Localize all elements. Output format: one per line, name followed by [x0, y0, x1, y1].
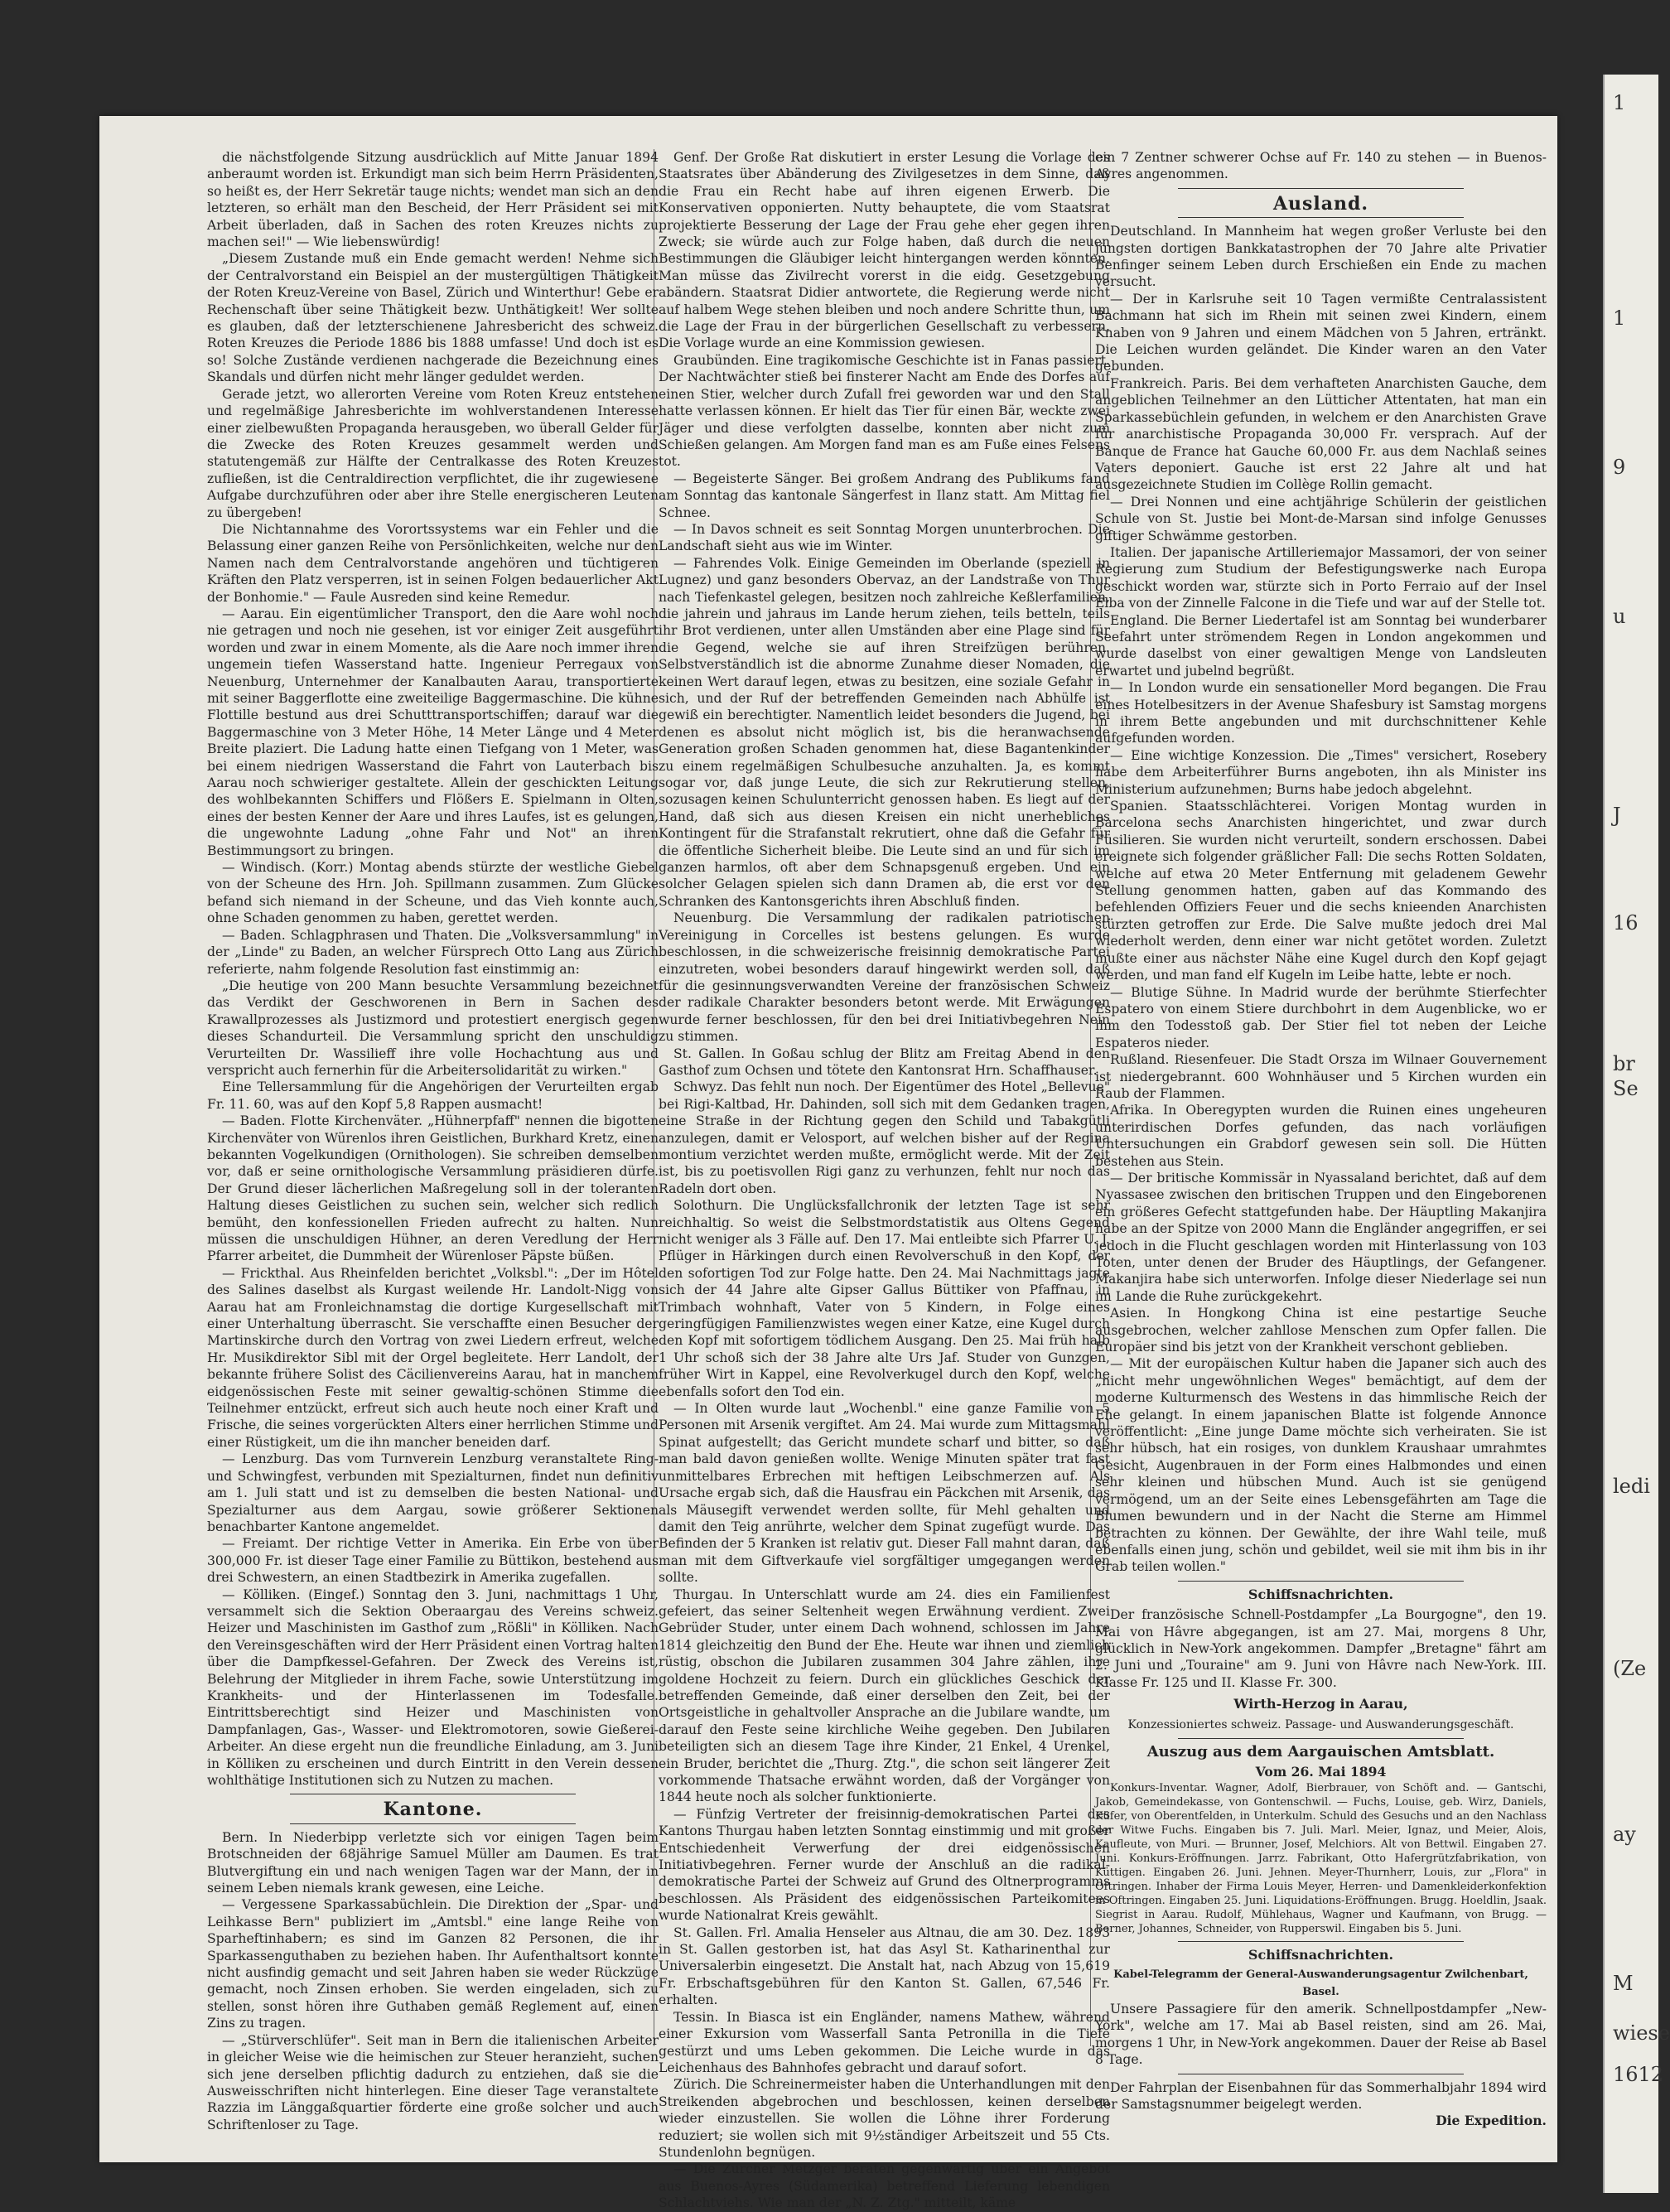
- article-paragraph: Thurgau. In Unterschlatt wurde am 24. dies ein Familienfest gefeiert, das seiner Seltenheit wegen Erwähnung verdient. Zwei Gebrüder Studer, unter einem Dach wohnend, schlossen im Jahre 1814 gleichzeitig den Bund der Ehe. Heute war ihnen und ziemlich rüstig, obschon die Jubilaren zusammen 304 Jahre zählen, ihre goldene Hochzeit zu feiern. Durch ein glückliches Geschick der betreffenden Gemeinde, daß einer derselben den Zeit, bei der Ortsgeistliche in gehaltvoller Ansprache an die Jubilare wandte, um darauf den Feste seine kirchliche Weihe gegeben. Den Jubilaren beteiligten sich an diesem Tage ihre Kinder, 21 Enkel, 4 Urenkel, ein Bruder, berichtet die „Thurg. Ztg.", die schon seit längerer Zeit vorkommende Thatsache erwähnt worden, daß der Vorgänger von 1844 heute noch als solcher funktionierte.: [659, 1587, 1110, 1805]
- heading-kabel: Schiffsnachrichten.: [1248, 1946, 1394, 1963]
- expedition-signature: Die Expedition.: [1436, 2113, 1547, 2129]
- strip-text: wiese: [1613, 2021, 1670, 2045]
- section-divider: [1178, 1738, 1464, 1739]
- strip-text: 1: [1613, 91, 1626, 114]
- article-paragraph: ein 7 Zentner schwerer Ochse auf Fr. 140 zu stehen — in Buenos-Ayres angenommen.: [1095, 150, 1547, 182]
- article-paragraph: Gerade jetzt, wo allerorten Vereine vom Roten Kreuz entstehen und regelmäßige Jahresberichte im wohlverstandenen Interesse einer zielbewußten Propaganda herausgeben, wo überall Gelder für die Zwecke des Roten Kreuzes gesammelt werden und statutengemäß zur Hälfte der Centralkasse des Roten Kreuzes zufließen, ist die Centraldirection verpflichtet, die ihr zugewiesene Aufgabe durchzuführen oder aber ihre Stelle energischeren Leuten zu übergeben!: [207, 386, 659, 520]
- section-divider: [1178, 217, 1464, 218]
- strip-text: J: [1613, 804, 1621, 827]
- column-2: [659, 149, 1110, 2211]
- article-paragraph: — „Stürverschlüfer". Seit man in Bern die italienischen Arbeiter in gleicher Weise wie die heimischen zur Steuer heranzieht, suchen sich jene derselben pflichtig dadurch zu entziehen, daß sie die Ausweisschriften nicht hinterlegen. Eine dieser Tage veranstaltete Razzia im Länggaßquartier förderte eine große solcher und auch Schriftenloser zu Tage.: [207, 2032, 659, 2132]
- article-paragraph: — Fahrendes Volk. Einige Gemeinden im Oberlande (speziell in Lugnez) und ganz besonders Obervaz, an der Landstraße von Thur nach Tiefenkastel gelegen, besitzen noch zahlreiche Keßlerfamilien, die jahrein und jahraus im Lande herum ziehen, teils betteln, teils ihr Brot verdienen, unter allen Umständen aber eine Plage sind für die Gegend, welche sie auf ihren Streifzügen berühren. Selbstverständlich ist die abnorme Zunahme dieser Nomaden, die keinen Wert darauf legen, etwas zu besitzen, eine soziale Gefahr in sich, und der Ruf der betreffenden Gemeinden nach Abhülfe ist gewiß ein berechtigter. Namentlich leidet besonders die Jugend, bei denen es absolut nicht möglich ist, bis die heranwachsende Generation großen Schaden genommen hat, diese Bagantenkinder zu einem regelmäßigen Schulbesuche anzuhalten. Ja, es kommt sogar vor, daß junge Leute, die sich zur Rekrutierung stellen, sozusagen keinen Schulunterricht genossen haben. Es liegt auf der Hand, daß sich aus diesen Kreisen ein nicht unerhebliches Kontingent für die Strafanstalt rekrutiert, ohne daß die Gefahr für die öffentliche Sicherheit bleibe. Die Leute sind an und für sich im ganzen harmlos, oft aber dem Schnapsgenuß ergeben. Und ein solcher Gelagen spielen sich dann Dramen ab, die erst vor den Schranken des Kantonsgerichts ihren Abschluß finden.: [659, 555, 1110, 909]
- section-heading-kantone: Kantone.: [383, 1799, 483, 1821]
- agent-name: Wirth-Herzog in Aarau,: [1233, 1696, 1408, 1712]
- article-paragraph: — Eine wichtige Konzession. Die „Times" versichert, Rosebery habe dem Arbeiterführer Burns angeboten, ihn als Minister ins Ministerium aufzunehmen; Burns habe jedoch abgelehnt.: [1095, 747, 1547, 797]
- amtsblatt-date: Vom 26. Mai 1894: [1255, 1764, 1387, 1780]
- section-divider: [1178, 188, 1464, 189]
- article-paragraph: Italien. Der japanische Artilleriemajor Massamori, der von seiner Regierung zum Studium der Befestigungswerke nach Europa geschickt worden war, stürzte sich in Porto Ferraio auf der Insel Elba von der Zinnelle Falcone in die Tiefe und war auf der Stelle tot.: [1095, 544, 1547, 611]
- fahrplan-notice: Der Fahrplan der Eisenbahnen für das Sommerhalbjahr 1894 wird der Samstagsnummer beigelegt werden.: [1095, 2079, 1547, 2113]
- article-paragraph: — Freiamt. Der richtige Vetter in Amerika. Ein Erbe von über 300,000 Fr. ist dieser Tage einer Familie zu Büttikon, bestehend aus drei Schwestern, an einen Stadtbezirk in Amerika zugefallen.: [207, 1536, 659, 1586]
- article-paragraph: — Baden. Flotte Kirchenväter. „Hühnerpfaff" nennen die bigotten Kirchenväter von Würenlos ihren Geistlichen, Burkhard Kretz, einen bekannten Vogelkundigen (Ornithologen). Sie schreiben demselben vor, daß er seine ornithologische Versammlung präsidieren dürfe. Der Grund dieser lächerlichen Maßregelung soll in der toleranten Haltung dieses Geistlichen zu suchen sein, welcher sich redlich bemüht, den konfessionellen Frieden aufrecht zu halten. Nun müssen die unschuldigen Hühner, an deren Veredlung der Herr Pfarrer arbeitet, die Dummheit der Würenloser Päpste büßen.: [207, 1113, 659, 1264]
- article-paragraph: — Mit der europäischen Kultur haben die Japaner sich auch des „nicht mehr ungewöhnlichen Weges" bemächtigt, auf dem der moderne Kulturmensch des Westens in das himmlische Reich der Ehe gelangt. In einem japanischen Blatte ist folgende Annonce veröffentlicht: „Eine junge Dame möchte sich verheiraten. Sie ist sehr hübsch, hat ein rosiges, von dunklem Kraushaar umrahmtes Gesicht, Augenbrauen in der Form eines Halbmondes und einen sehr kleinen und hübschen Mund. Auch ist sie genügend vermögend, um an der Seite eines Lebensgefährten am Tage die Blumen bewundern und in der Nacht die Sterne am Himmel betrachten zu können. Der Gewählte, der ihre Wahl teile, muß ebenfalls einen jung, schön und gebildet, weil sie mit ihm bis in ihr Grab teilen wollen.": [1095, 1356, 1547, 1575]
- article-paragraph: Rußland. Riesenfeuer. Die Stadt Orsza im Wilnaer Gouvernement ist niedergebrannt. 600 Wohnhäuser und 5 Kirchen wurden ein Raub der Flammen.: [1095, 1052, 1547, 1101]
- article-paragraph: — Begeisterte Sänger. Bei großem Andrang des Publikums fand am Sonntag das kantonale Sängerfest in Ilanz statt. Am Mittag fiel Schnee.: [659, 471, 1110, 520]
- strip-text: Se: [1613, 1077, 1639, 1100]
- article-paragraph: Neuenburg. Die Versammlung der radikalen patriotischen Vereinigung in Corcelles ist bestens gelungen. Es wurde beschlossen, in die schweizerische freisinnig demokratische Partei einzutreten, wobei besonders darauf hingewirkt werden soll, daß für die gesinnungsverwandten Vereine der französischen Schweiz der radikale Charakter besonders betont werde. Mit Erwägungen wurde ferner beschlossen, für den bei drei Initiativbegehren Nein zu stimmen.: [659, 910, 1110, 1045]
- article-paragraph: — In London wurde ein sensationeller Mord begangen. Die Frau eines Hotelbesitzers in der Avenue Shafesbury ist Samstag morgens in ihrem Bette angebunden und mit durchschnittener Kehle aufgefunden worden.: [1095, 680, 1547, 746]
- article-paragraph: Schwyz. Das fehlt nun noch. Der Eigentümer des Hotel „Bellevue" bei Rigi-Kaltbad, Hr. Dahinden, soll sich mit dem Gedanken tragen, eine Straße in der Richtung gegen den Schild und Tabakgütli anzulegen, damit er Velosport, auf welchen bisher auf der Regina montium verzichtet werden mußte, ermöglicht werde. Mit der Zeit ist, bis zu poetisvollen Rigi ganz zu verhunzen, fehlt nur noch das Radeln dort oben.: [659, 1079, 1110, 1196]
- strip-text: 1612: [1613, 2063, 1664, 2086]
- article-paragraph: Genf. Der Große Rat diskutiert in erster Lesung die Vorlage des Staatsrates über Abänderung des Zivilgesetzes in dem Sinne, daß die Frau ein Recht habe auf ihren eigenen Erwerb. Die Konservativen opponierten. Nutty behauptete, die vom Staatsrat projektierte Besserung der Lage der Frau gehe eher gegen ihren Zweck; sie würde auch zur Folge haben, daß durch die neuen Bestimmungen die Gläubiger leicht hintergangen werden könnten. Man müsse das Zivilrecht vorerst in die eidg. Gesetzgebung abändern. Staatsrat Didier antwortete, die Regierung werde nicht auf halbem Wege stehen bleiben und noch andere Schritte thun, um die Lage der Frau in der bürgerlichen Gesellschaft zu verbessern. Die Vorlage wurde an eine Kommission gewiesen.: [659, 150, 1110, 351]
- article-paragraph: Solothurn. Die Unglücksfallchronik der letzten Tage ist sehr reichhaltig. So weist die Selbstmordstatistik aus Oltens Gegend nicht weniger als 3 Fälle auf. Den 17. Mai entleibte sich Pfarrer U. J. Pflüger in Härkingen durch einen Revolverschuß in den Kopf, der den sofortigen Tod zur Folge hatte. Den 24. Mai Nachmittags jagte sich der 44 Jahre alte Gipser Gallus Büttiker von Pfaffnau, in Trimbach wohnhaft, Vater von 5 Kindern, in Folge eines geringfügigen Familienzwistes wegen einer Katze, eine Kugel durch den Kopf mit sofortigem tödlichem Ausgang. Den 25. Mai früh halb 1 Uhr schoß sich der 38 Jahre alte Urs Jaf. Studer von Gunzgen, früher Wirt in Kappel, eine Revolverkugel durch den Kopf, welche ebenfalls sofort den Tod ein.: [659, 1198, 1110, 1399]
- article-paragraph: — Der britische Kommissär in Nyassaland berichtet, daß auf dem Nyassasee zwischen den britischen Truppen und den Eingeborenen ein größeres Gefecht stattgefunden habe. Der Häuptling Makanjira habe an der Spitze von 2000 Mann die Engländer angegriffen, er sei jedoch in die Flucht geschlagen worden mit Hinterlassung von 103 Toten, unter denen der Bruder des Häuptlings, der Gefangener. Makanjira habe sich unterworfen. Infolge dieser Niederlage sei nun im Lande die Ruhe zurückgekehrt.: [1095, 1170, 1547, 1304]
- article-paragraph: Bern. In Niederbipp verletzte sich vor einigen Tagen beim Brotschneiden der 68jährige Samuel Müller am Daumen. Es trat Blutvergiftung ein und nach wenigen Tagen war der Mann, der in seinem Leben niemals krank gewesen, eine Leiche.: [207, 1829, 659, 1896]
- strip-text: 9: [1613, 456, 1626, 479]
- strip-text: 1: [1613, 307, 1626, 330]
- article-paragraph: — Fünfzig Vertreter der freisinnig-demokratischen Partei des Kantons Thurgau haben letzten Sonntag einstimmig und mit großer Entschiedenheit Verwerfung der drei eidgenössischen Initiativbegehren. Ferner wurde der Anschluß an die radikal-demokratische Partei der Schweiz auf Grund des Oltnerprogramms beschlossen. Als Präsident des eidgenössischen Parteikomitees wurde Nationalrat Kreis gewählt.: [659, 1806, 1110, 1924]
- article-paragraph: — Baden. Schlagphrasen und Thaten. Die „Volksversammlung" in der „Linde" zu Baden, an welcher Fürsprech Otto Lang aus Zürich referierte, nahm folgende Resolution fast einstimmig an:: [207, 927, 659, 977]
- strip-text: (Ze: [1613, 1657, 1647, 1680]
- article-paragraph: — In Davos schneit es seit Sonntag Morgen ununterbrochen. Die Landschaft sieht aus wie im Winter.: [659, 521, 1110, 554]
- article-paragraph: Spanien. Staatsschlächterei. Vorigen Montag wurden in Barcelona sechs Anarchisten hingerichtet, und zwar durch Füsilieren. Sie wurden nicht verurteilt, sondern erschossen. Dabei ereignete sich folgender gräßlicher Fall: Die sechs Rotten Soldaten, welche auf etwa 20 Meter Entfernung mit geladenem Gewehr Stellung genommen hatten, gaben auf das Kommando des befehlenden Offiziers Feuer und die sechs knieenden Anarchisten stürzten getroffen zur Erde. Die Salve mußte jedoch drei Mal wiederholt werden, denn einer war nicht getötet worden. Zuletzt mußte einer aus nächster Nähe eine Kugel durch den Kopf gejagt werden, und man fand elf Kugeln im Leibe hatte, lebte er noch.: [1095, 799, 1547, 983]
- article-paragraph: Graubünden. Eine tragikomische Geschichte ist in Fanas passiert. Der Nachtwächter stieß bei finsterer Nacht am Ende des Dorfes auf einen Stier, welcher durch Zufall frei geworden war und den Stall hatte verlassen können. Er hielt das Tier für einen Bär, weckte zwei Jäger und diese verfolgten dasselbe, konnten aber nicht zum Schießen gelangen. Am Morgen fand man es am Fuße eines Felsens tot.: [659, 352, 1110, 470]
- kabel-subtitle: Kabel-Telegramm der General-Auswanderungsagentur Zwilchenbart, Basel.: [1113, 1968, 1528, 1998]
- article-paragraph: Zürich. Die Schreinermeister haben die Unterhandlungen mit den Streikenden abgebrochen und beschlossen, keinen derselben wieder einzustellen. Sie wollen die Löhne ihrer Forderung reduziert; sie wollen sich mit 9½ständiger Arbeitszeit und 55 Cts. Stundenlohn begnügen.: [659, 2077, 1110, 2160]
- article-paragraph: — Windisch. (Korr.) Montag abends stürzte der westliche Giebel von der Scheune des Hrn. Joh. Spillmann zusammen. Zum Glücke befand sich niemand in der Scheune, und das Vieh konnte auch, ohne Schaden genommen zu haben, gerettet werden.: [207, 860, 659, 926]
- article-paragraph: — Kölliken. (Eingef.) Sonntag den 3. Juni, nachmittags 1 Uhr, versammelt sich die Sektion Oberaargau des Vereins schweiz. Heizer und Maschinisten im Gasthof zum „Rößli" in Kölliken. Nach den Vereinsgeschäften wird der Herr Präsident einen Vortrag halten über die Dampfkessel-Gefahren. Der Zweck des Vereins ist, Belehrung der Mitglieder in ihrem Fache, sowie Unterstützung im Krankheits- und der Hinterlassenen im Todesfalle. Eintrittsberechtigt sind Heizer und Maschinisten von Dampfanlagen, Gas-, Wasser- und Elektromotoren, sowie Gießerei-Arbeiter. An diese ergeht nun die freundliche Einladung, am 3. Juni in Kölliken zu erscheinen und durch Eintritt in den Verein dessen wohlthätige Institutionen sich zu Nutzen zu machen.: [207, 1587, 659, 1788]
- article-paragraph: Die Nichtannahme des Vorortssystems war ein Fehler und die Belassung einer ganzen Reihe von Persönlichkeiten, welche nur den Namen nach dem Centralvorstande angehören und tüchtigeren Kräften den Platz versperren, ist in seinen Folgen bedauerlicher Akt der Bonhomie." — Faule Ausreden sind keine Remedur.: [207, 521, 659, 605]
- article-paragraph: — Drei Nonnen und eine achtjährige Schülerin der geistlichen Schule von St. Justie bei Mont-de-Marsan sind infolge Genusses giftiger Schwämme gestorben.: [1095, 494, 1547, 543]
- column-3: [1095, 149, 1547, 2129]
- agent-description: Konzessioniertes schweiz. Passage- und Auswanderungsgeschäft.: [1127, 1717, 1514, 1731]
- strip-text: br: [1613, 1052, 1635, 1075]
- article-paragraph: — Aarau. Ein eigentümlicher Transport, den die Aare wohl noch nie getragen und noch nie gesehen, ist vor einiger Zeit ausgeführt worden und zwar in einem Momente, als die Aare noch immer ihren ungemein tiefen Wasserstand hatte. Ingenieur Perregaux von Neuenburg, Unternehmer der Kanalbauten Aarau, transportierte mit seiner Baggerflotte eine zweiteilige Baggermaschine. Die kühne Flottille bestund aus drei Schutttransportschiffen; darauf war die Baggermaschine von 3 Meter Höhe, 14 Meter Länge und 4 Meter Breite plaziert. Die Ladung hatte einen Tiefgang von 1 Meter, was bei einem niedrigen Wasserstand die Fahrt von Lauterbach bis Aarau noch schwieriger gestaltete. Allein der geschickten Leitung des wohlbekannten Schiffers und Flößers E. Spielmann in Olten, eines der besten Kenner der Aare und ihres Laufes, ist es gelungen, die ungewohnte Ladung „ohne Fahr und Not" an ihren Bestimmungsort zu bringen.: [207, 606, 659, 858]
- article-paragraph: Unsere Passagiere für den amerik. Schnellpostdampfer „New-York", welche am 17. Mai ab Basel reisten, sind am 26. Mai, morgens 1 Uhr, in New-York angekommen. Dauer der Reise ab Basel 8 Tage.: [1095, 2002, 1547, 2068]
- article-paragraph: Eine Tellersammlung für die Angehörigen der Verurteilten ergab Fr. 11. 60, was auf den Kopf 5,8 Rappen ausmacht!: [207, 1079, 659, 1112]
- strip-text: ay: [1613, 1823, 1636, 1846]
- strip-text: ledi: [1613, 1475, 1650, 1498]
- article-paragraph: England. Die Berner Liedertafel ist am Sonntag bei wunderbarer Seefahrt unter strömendem Regen in London angekommen und wurde daselbst von einer gewaltigen Menge von Landsleuten erwartet und jubelnd begrüßt.: [1095, 612, 1547, 679]
- article-paragraph: — Vergessene Sparkassabüchlein. Die Direktion der „Spar- und Leihkasse Bern" publiziert im „Amtsbl." eine lange Reihe von Sparheftinhabern; es sind im Ganzen 82 Personen, die ihr Sparkassenguthaben zu beziehen haben. Ihr Aufenthaltsort konnte nicht ausfindig gemacht und seit Jahren haben sie weder Rückzüge gemacht, noch Zinsen erhoben. Sie werden eingeladen, sich zu stellen, sonst hören ihre Guthaben gemäß Reglement auf, einen Zins zu tragen.: [207, 1897, 659, 2031]
- article-paragraph: St. Gallen. In Goßau schlug der Blitz am Freitag Abend in den Gasthof zum Ochsen und tötete den Kantonsrat Hrn. Schaffhauser.: [659, 1046, 1110, 1078]
- article-paragraph: „Die heutige von 200 Mann besuchte Versammlung bezeichnet das Verdikt der Geschworenen in Bern in Sachen des Krawallprozesses als Justizmord und protestiert energisch gegen dieses Schandurteil. Die Versammlung spricht den unschuldig Verurteilten Dr. Wassilieff ihre volle Hochachtung aus und verspricht auch fernerhin für die Arbeitersolidarität zu wirken.": [207, 978, 659, 1078]
- article-paragraph: — Frickthal. Aus Rheinfelden berichtet „Volksbl.": „Der im Hôtel des Salines daselbst als Kurgast weilende Hr. Landolt-Nigg von Aarau hat am Fronleichnamstag die dortige Kurgesellschaft mit einer Unterhaltung überrascht. Sie verschaffte einen Besucher der Martinskirche durch den Vortrag von zwei Liedern erfreut, welche Hr. Musikdirektor Sibl mit der Orgel begleitete. Herr Landolt, der bekannte frühere Solist des Cäcilienvereins Aarau, hat in manchem eidgenössischen Feste mit seiner gewaltig-schönen Stimme die Teilnehmer entzückt, erfreut sich auch heute noch einer Kraft und Frische, die seines vorgerückten Alters einer herrlichen Stimme und einer Rüstigkeit, um die ihn mancher beneiden darf.: [207, 1265, 659, 1450]
- article-paragraph: — In Olten wurde laut „Wochenbl." eine ganze Familie von 5 Personen mit Arsenik vergiftet. Am 24. Mai wurde zum Mittagsmahl Spinat aufgestellt; das Gericht mundete scharf und bitter, so daß man bald davon genießen wollte. Wenige Minuten später trat fast unmittelbares Erbrechen mit heftigen Leibschmerzen auf. Als Ursache ergab sich, daß die Hausfrau ein Päckchen mit Arsenik, das als Mäusegift verwendet werden sollte, für Mehl gehalten und damit den Teig anrührte, welcher dem Spinat zugefügt wurde. Das Befinden der 5 Kranken ist relativ gut. Dieser Fall mahnt daran, daß man mit dem Giftverkaufe viel sorgfältiger umgegangen werden sollte.: [659, 1401, 1110, 1586]
- article-paragraph: Der französische Schnell-Postdampfer „La Bourgogne", den 19. Mai von Hâvre abgegangen, ist am 27. Mai, morgens 8 Uhr, glücklich in New-York angekommen. Dampfer „Bretagne" fährt am 2. Juni und „Touraine" am 9. Juni von Hâvre nach New-York. III. Klasse Fr. 125 und II. Klasse Fr. 300.: [1095, 1607, 1547, 1690]
- adjacent-page-strip: [1603, 75, 1670, 2193]
- heading-schiffsnachrichten: Schiffsnachrichten.: [1248, 1586, 1394, 1602]
- article-paragraph: Afrika. In Oberegypten wurden die Ruinen eines ungeheuren unterirdischen Dorfes gefunden, das nach vorläufigen Untersuchungen ein Grabdorf gewesen sein soll. Die Hütten bestehen aus Stein.: [1095, 1103, 1547, 1169]
- article-paragraph: — Blutige Sühne. In Madrid wurde der berühmte Stierfechter Espatero von einem Stiere durchbohrt in dem Augenblicke, wo er ihm den Todesstoß gab. Der Stier fiel tot neben der Leiche Espateros nieder.: [1095, 984, 1547, 1050]
- heading-amtsblatt: Auszug aus dem Aargauischen Amtsblatt.: [1146, 1742, 1495, 1760]
- article-paragraph: Asien. In Hongkong China ist eine pestartige Seuche ausgebrochen, welcher zahllose Menschen zum Opfer fallen. Die Europäer sind bis jetzt von der Krankheit verschont geblieben.: [1095, 1306, 1547, 1355]
- article-paragraph: Tessin. In Biasca ist ein Engländer, namens Mathew, während einer Exkursion vom Wasserfall Santa Petronilla in die Tiefe gestürzt und ums Leben gekommen. Die Leiche wurde in das Leichenhaus des Bahnhofes gebracht und darauf sofort.: [659, 2009, 1110, 2075]
- strip-text: M: [1613, 1972, 1634, 1995]
- article-paragraph: St. Gallen. Frl. Amalia Henseler aus Altnau, die am 30. Dez. 1893 in St. Gallen gestorben ist, hat das Asyl St. Katharinenthal zur Universalerbin eingesetzt. Die Anstalt hat, nach Abzug von 15,619 Fr. Erbschaftsgebühren für den Kanton St. Gallen, 67,546 Fr. erhalten.: [659, 1925, 1110, 2008]
- section-divider: [290, 1823, 576, 1824]
- article-paragraph: — Die Zürcher Metzger beraten gegenwärtig über ein Angebot aus Buenos-Ayres (Südamerika) betreffend Lieferung lebendigen Schlachtviehs. Wie man der „N. Z. Ztg." mitteilt, käme: [659, 2161, 1110, 2211]
- strip-text: 16: [1613, 911, 1639, 935]
- article-paragraph: „Diesem Zustande muß ein Ende gemacht werden! Nehme sich der Centralvorstand ein Beispiel an der mustergültigen Thätigkeit der Roten Kreuz-Vereine von Basel, Zürich und Winterthur! Gebe er Rechenschaft über seine Thätigkeit bezw. Unthätigkeit! Wer sollte es glauben, daß der letzterschienene Jahresbericht des schweiz. Roten Kreuzes die Periode 1886 bis 1888 umfasse! Und doch ist es so! Solche Zustände verdienen nachgerade die Bezeichnung eines Skandals und dürfen nicht mehr länger geduldet werden.: [207, 251, 659, 385]
- section-heading-ausland: Ausland.: [1272, 192, 1369, 215]
- article-paragraph: — Lenzburg. Das vom Turnverein Lenzburg veranstaltete Ring- und Schwingfest, verbunden mit Spezialturnen, findet nun definitiv am 1. Juli statt und ist zu demselben die besten National- und Spezialturner aus dem Aargau, sowie größerer Sektionen benachbarter Kantone angemeldet.: [207, 1451, 659, 1534]
- article-paragraph: Deutschland. In Mannheim hat wegen großer Verluste bei den jüngsten dortigen Bankkatastrophen der 70 Jahre alte Privatier Benfinger seinem Leben durch Erschießen ein Ende zu machen versucht.: [1095, 224, 1547, 290]
- section-divider: [1178, 1941, 1464, 1942]
- article-paragraph: die nächstfolgende Sitzung ausdrücklich auf Mitte Januar 1894 anberaumt worden ist. Erkundigt man sich beim Herrn Präsidenten, so heißt es, der Herr Sekretär tauge nichts; wendet man sich an den letzteren, so erhält man den Bescheid, der Herr Präsident sei mit Arbeit überladen, daß in Sachen des roten Kreuzes nichts zu machen sei!" — Wie liebenswürdig!: [207, 150, 659, 250]
- column-1: [207, 149, 659, 2132]
- strip-text: u: [1613, 605, 1626, 628]
- article-paragraph: Frankreich. Paris. Bei dem verhafteten Anarchisten Gauche, dem angeblichen Teilnehmer an den Lütticher Attentaten, hat man ein Sparkassebüchlein gefunden, in welchem er den Anarchisten Grave für anarchistische Propaganda 30,000 Fr. versprach. Auf der Banque de France hat Gauche 60,000 Fr. aus dem Nachlaß seines Vaters deponiert. Gauche ist erst 22 Jahre alt und hat ausgezeichnete Studien im Collège Rollin gemacht.: [1095, 375, 1547, 493]
- amtsblatt-text: Konkurs-Inventar. Wagner, Adolf, Bierbrauer, von Schöft and. — Gantschi, Jakob, Gemeindekasse, von Gontenschwil. — Fuchs, Louise, geb. Wirz, Daniels, Küfer, von Oberentfelden, in Unterkulm. Schuld des Gesuchs und an den Nachlass der Witwe Fuchs. Eingaben bis 7. Juli. Marl. Meier, Ignaz, und Meier, Alois, Kaufleute, von Muri. — Brunner, Josef, Melchiors. Alt von Bettwil. Eingaben 27. Juni. Konkurs-Eröffnungen. Jarrz. Fabrikant, Otto Hafergrützfabrikation, von Küttigen. Eingaben 26. Juni. Jehnen. Meyer-Thurnherr, Louis, zur „Flora" in Oftringen. Inhaber der Firma Louis Meyer, Herren- und Damenkleiderkonfektion in Oftringen. Eingaben 25. Juni. Liquidations-Eröffnungen. Brugg. Hoeldlin, Jsaak. Siegrist in Aarau. Rudolf, Mühlehaus, Wagner und Kaufmann, von Brugg. — Berner, Johannes, Schneider, von Rupperswil. Eingaben bis 5. Juni.: [1095, 1781, 1547, 1935]
- section-divider: [1178, 1581, 1464, 1582]
- article-paragraph: — Der in Karlsruhe seit 10 Tagen vermißte Centralassistent Bachmann hat sich im Rhein mit seinen zwei Kindern, einem Knaben von 9 Jahren und einem Mädchen von 5 Jahren, ertränkt. Die Leichen wurden geländet. Die Kinder waren an den Vater gebunden.: [1095, 291, 1547, 374]
